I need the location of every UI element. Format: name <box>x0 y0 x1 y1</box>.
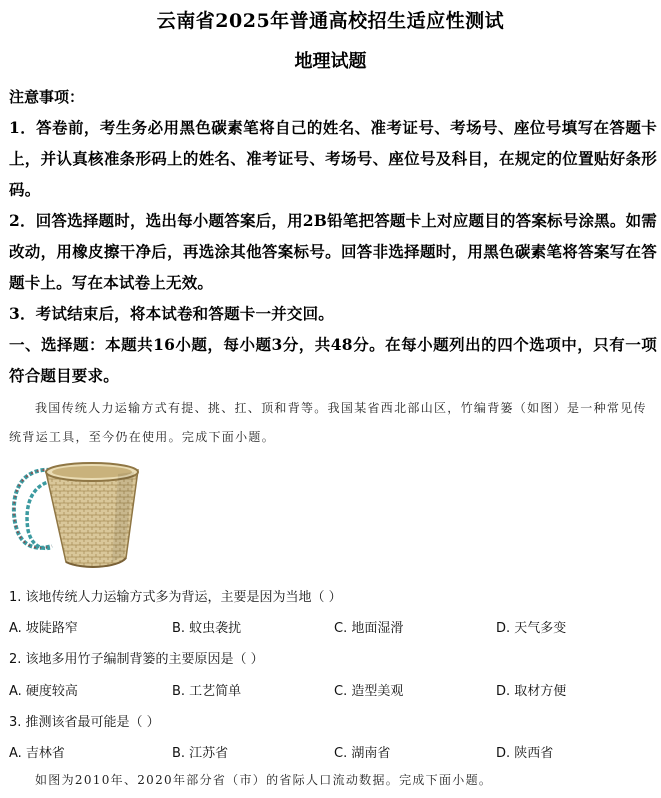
bamboo-basket-image <box>6 452 146 576</box>
question-3-option-d: D. 陕西省 <box>496 746 554 761</box>
passage-2-intro: 如图为2010年、2020年部分省（市）的省际人口流动数据。完成下面小题。 <box>35 773 493 787</box>
section-heading: 一、选择题：本题共16小题，每小题3分，共48分。在每小题列出的四个选项中，只有一项符合题目要求。 <box>9 335 657 385</box>
question-2-option-d: D. 取材方便 <box>496 684 567 699</box>
exam-title: 云南省2025年普通高校招生适应性测试 <box>156 10 505 32</box>
question-1-option-a: A. 坡陡路窄 <box>9 621 78 636</box>
question-1-option-b: B. 蚊虫袭扰 <box>172 621 242 636</box>
question-3-option-b: B. 江苏省 <box>172 746 229 761</box>
question-2-option-b: B. 工艺简单 <box>172 684 242 699</box>
exam-subtitle: 地理试题 <box>294 51 367 72</box>
question-2-stem: 2. 该地多用竹子编制背篓的主要原因是（ ） <box>9 652 264 667</box>
notice-heading: 注意事项： <box>9 88 85 106</box>
question-2-option-a: A. 硬度较高 <box>9 684 78 699</box>
notice-item-3: 3．考试结束后，将本试卷和答题卡一并交回。 <box>9 304 334 323</box>
notice-item-1: 1．答卷前，考生务必用黑色碳素笔将自己的姓名、准考证号、考场号、座位号填写在答题卡上，并认真核准条形码上的姓名、准考证号、考场号、座位号及科目，在规定的位置贴好条形码。 <box>9 118 657 199</box>
question-1-stem: 1. 该地传统人力运输方式多为背运，主要是因为当地（ ） <box>9 590 342 605</box>
passage-intro: 我国传统人力运输方式有提、挑、扛、顶和背等。我国某省西北部山区，竹编背篓（如图）是一种常见传统背运工具，至今仍在使用。完成下面小题。 <box>9 401 647 444</box>
question-1-option-c: C. 地面湿滑 <box>334 621 404 636</box>
notice-item-2: 2．回答选择题时，选出每小题答案后，用2B铅笔把答题卡上对应题目的答案标号涂黑。如需改动，用橡皮擦干净后，再选涂其他答案标号。回答非选择题时，用黑色碳素笔将答案写在答题卡上。写在本试卷上无效。 <box>9 211 657 292</box>
question-3-option-a: A. 吉林省 <box>9 746 65 761</box>
question-3-stem: 3. 推测该省最可能是（ ） <box>9 715 160 730</box>
question-3-option-c: C. 湖南省 <box>334 746 391 761</box>
question-2-option-c: C. 造型美观 <box>334 684 404 699</box>
question-1-option-d: D. 天气多变 <box>496 621 567 636</box>
